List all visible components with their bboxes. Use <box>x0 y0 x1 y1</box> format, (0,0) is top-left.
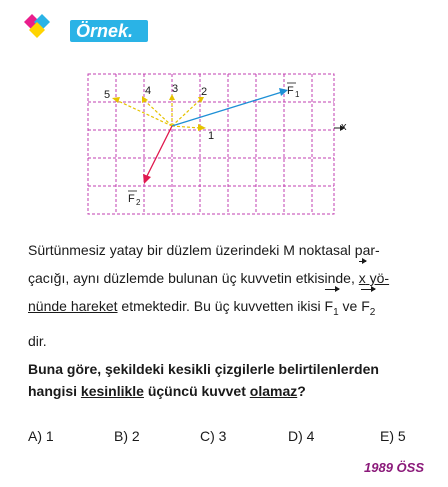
f1-vector <box>172 92 282 126</box>
force-4-line <box>144 100 172 126</box>
source-label: 1989 ÖSS <box>364 460 424 475</box>
question-stem <box>28 236 422 355</box>
label-F1: F <box>287 85 294 97</box>
badge-label: Örnek. <box>70 20 148 42</box>
force-diagram <box>60 62 360 222</box>
diamond-logo-icon <box>20 14 70 44</box>
answer-options <box>28 428 422 448</box>
f2-inline: $F_2$ <box>361 292 375 327</box>
x-vector-label: x <box>359 264 366 292</box>
force-5-line <box>116 100 172 126</box>
f2-vector <box>146 126 172 178</box>
example-badge <box>20 8 134 41</box>
label-3: 3 <box>172 83 179 95</box>
label-5: 5 <box>104 89 111 101</box>
f1-inline: $F_1$ <box>325 292 339 327</box>
label-x: x <box>341 121 347 133</box>
label-2: 2 <box>201 86 208 98</box>
option-e[interactable]: E) 5 <box>380 428 406 444</box>
label-F2-sub: 2 <box>136 198 141 207</box>
label-F2: F <box>128 193 135 205</box>
option-a[interactable]: A) 1 <box>28 428 54 444</box>
stem-line-2: çacığı, aynı düzlemde bulunan üç kuvvetin etkisinde, x yö- <box>28 264 422 292</box>
f2-arrow-icon <box>143 174 151 184</box>
force-1-line <box>172 126 200 128</box>
option-b[interactable]: B) 2 <box>114 428 140 444</box>
stem-line-4: dir. <box>28 332 47 349</box>
option-d[interactable]: D) 4 <box>288 428 315 444</box>
question-prompt: Buna göre, şekildeki kesikli çizgilerle belirtilenlerden hangisi kesinlikle üçüncü kuvvet olamaz? <box>28 361 379 399</box>
label-1: 1 <box>208 130 215 142</box>
stem-line-3: nünde hareket etmektedir. Bu üç kuvvetten ikisi $F_1$ ve $F_2$ <box>28 292 422 327</box>
label-F1-sub: 1 <box>295 90 300 99</box>
option-c[interactable]: C) 3 <box>200 428 227 444</box>
label-4: 4 <box>145 85 152 97</box>
stem-line-1: Sürtünmesiz yatay bir düzlem üzerindeki M noktasal par- <box>28 242 380 258</box>
